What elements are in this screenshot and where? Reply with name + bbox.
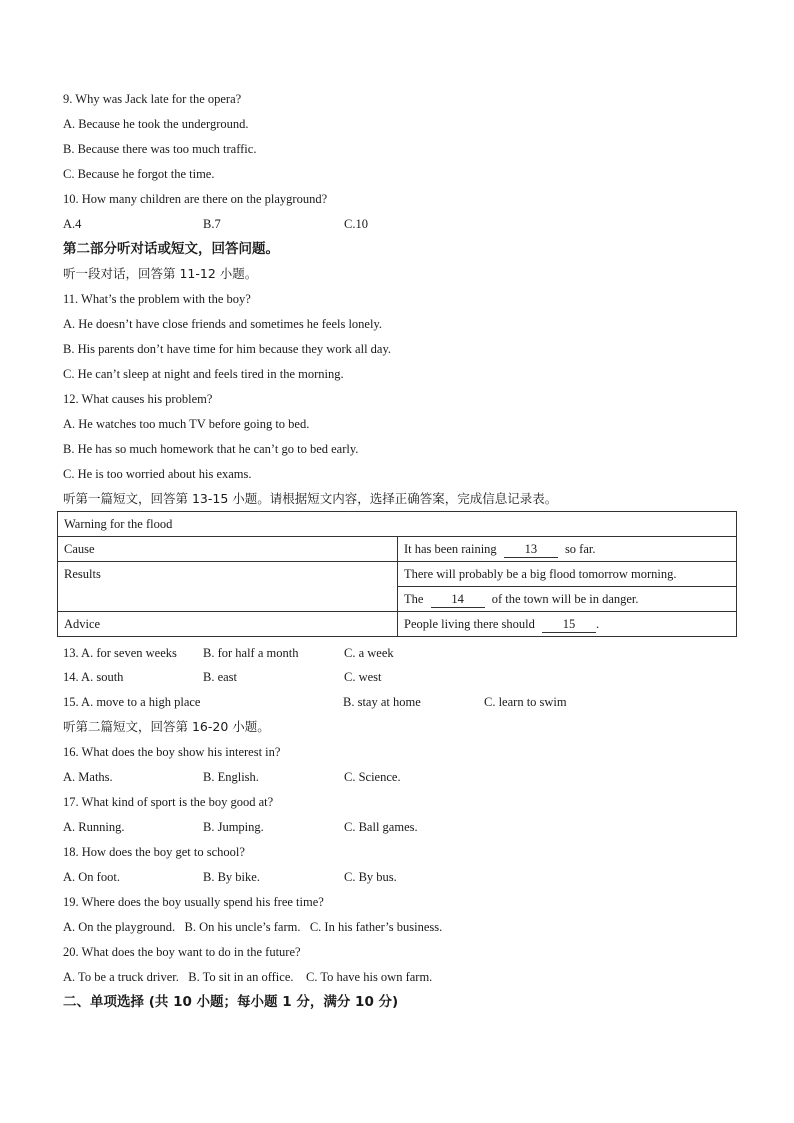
q18-option-b: B. By bike. [203, 870, 260, 884]
question-20: 20. What does the boy want to do in the future? [63, 945, 301, 959]
advice-text-pre: People living there should [404, 617, 535, 631]
q9-option-c: C. Because he forgot the time. [63, 167, 215, 181]
blank-14[interactable]: 14 [431, 592, 485, 608]
passage2-intro: 听第二篇短文，回答第 16-20 小题。 [63, 719, 270, 734]
flood-info-table [57, 511, 737, 637]
q11-option-c: C. He can’t sleep at night and feels tired in the morning. [63, 367, 344, 381]
q20-options: A. To be a truck driver. B. To sit in an office. C. To have his own farm. [63, 970, 433, 984]
question-19: 19. Where does the boy usually spend his free time? [63, 895, 324, 909]
q16-option-b: B. English. [203, 770, 259, 784]
question-12: 12. What causes his problem? [63, 392, 213, 406]
q14-option-a: 14. A. south [63, 670, 124, 684]
part2-title: 第二部分听对话或短文，回答问题。 [63, 241, 279, 257]
cause-cell [398, 537, 737, 562]
q9-option-a: A. Because he took the underground. [63, 117, 249, 131]
cause-text-post: so far. [564, 542, 596, 556]
q19-options: A. On the playground. B. On his uncle’s farm. C. In his father’s business. [63, 920, 443, 934]
blank-15[interactable]: 15 [542, 617, 596, 633]
result-2-cell [398, 587, 737, 612]
question-18: 18. How does the boy get to school? [63, 845, 245, 859]
advice-label: Advice [58, 612, 398, 637]
q14-option-b: B. east [203, 670, 238, 684]
section2-title: 二、单项选择 (共 10 小题；每小题 1 分，满分 10 分) [63, 994, 399, 1010]
question-9: 9. Why was Jack late for the opera? [63, 92, 242, 106]
passage1-intro: 听第一篇短文，回答第 13-15 小题。请根据短文内容，选择正确答案，完成信息记录表。 [63, 491, 558, 506]
q16-option-a: A. Maths. [63, 770, 113, 784]
q16-option-c: C. Science. [344, 770, 401, 784]
advice-text-post: . [596, 617, 600, 631]
question-11: 11. What’s the problem with the boy? [63, 292, 251, 306]
q18-option-c: C. By bus. [344, 870, 397, 884]
result-2-pre: The [404, 592, 424, 606]
q10-option-b: B.7 [203, 217, 221, 231]
q14-option-c: C. west [344, 670, 382, 684]
q15-option-b: B. stay at home [343, 695, 421, 709]
q15-option-c: C. learn to swim [484, 695, 567, 709]
result-2-post: of the town will be in danger. [491, 592, 639, 606]
q17-option-b: B. Jumping. [203, 820, 264, 834]
cause-label: Cause [58, 537, 398, 562]
q12-option-a: A. He watches too much TV before going to bed. [63, 417, 310, 431]
table-title: Warning for the flood [58, 512, 737, 537]
q11-option-a: A. He doesn’t have close friends and sometimes he feels lonely. [63, 317, 383, 331]
q17-option-c: C. Ball games. [344, 820, 418, 834]
q12-option-c: C. He is too worried about his exams. [63, 467, 252, 481]
q9-option-b: B. Because there was too much traffic. [63, 142, 257, 156]
results-label: Results [58, 562, 398, 612]
blank-13[interactable]: 13 [504, 542, 558, 558]
question-10: 10. How many children are there on the playground? [63, 192, 328, 206]
q15-option-a: 15. A. move to a high place [63, 695, 201, 709]
q13-option-c: C. a week [344, 646, 394, 660]
advice-cell [398, 612, 737, 637]
cause-text-pre: It has been raining [404, 542, 497, 556]
q13-option-b: B. for half a month [203, 646, 299, 660]
q11-option-b: B. His parents don’t have time for him because they work all day. [63, 342, 392, 356]
q17-option-a: A. Running. [63, 820, 125, 834]
q10-option-a: A.4 [63, 217, 82, 231]
dialogue-intro: 听一段对话，回答第 11-12 小题。 [63, 266, 258, 281]
q18-option-a: A. On foot. [63, 870, 120, 884]
q10-option-c: C.10 [344, 217, 368, 231]
question-17: 17. What kind of sport is the boy good at? [63, 795, 274, 809]
q13-option-a: 13. A. for seven weeks [63, 646, 177, 660]
q12-option-b: B. He has so much homework that he can’t go to bed early. [63, 442, 359, 456]
result-1: There will probably be a big flood tomorrow morning. [398, 562, 737, 587]
question-16: 16. What does the boy show his interest in? [63, 745, 281, 759]
